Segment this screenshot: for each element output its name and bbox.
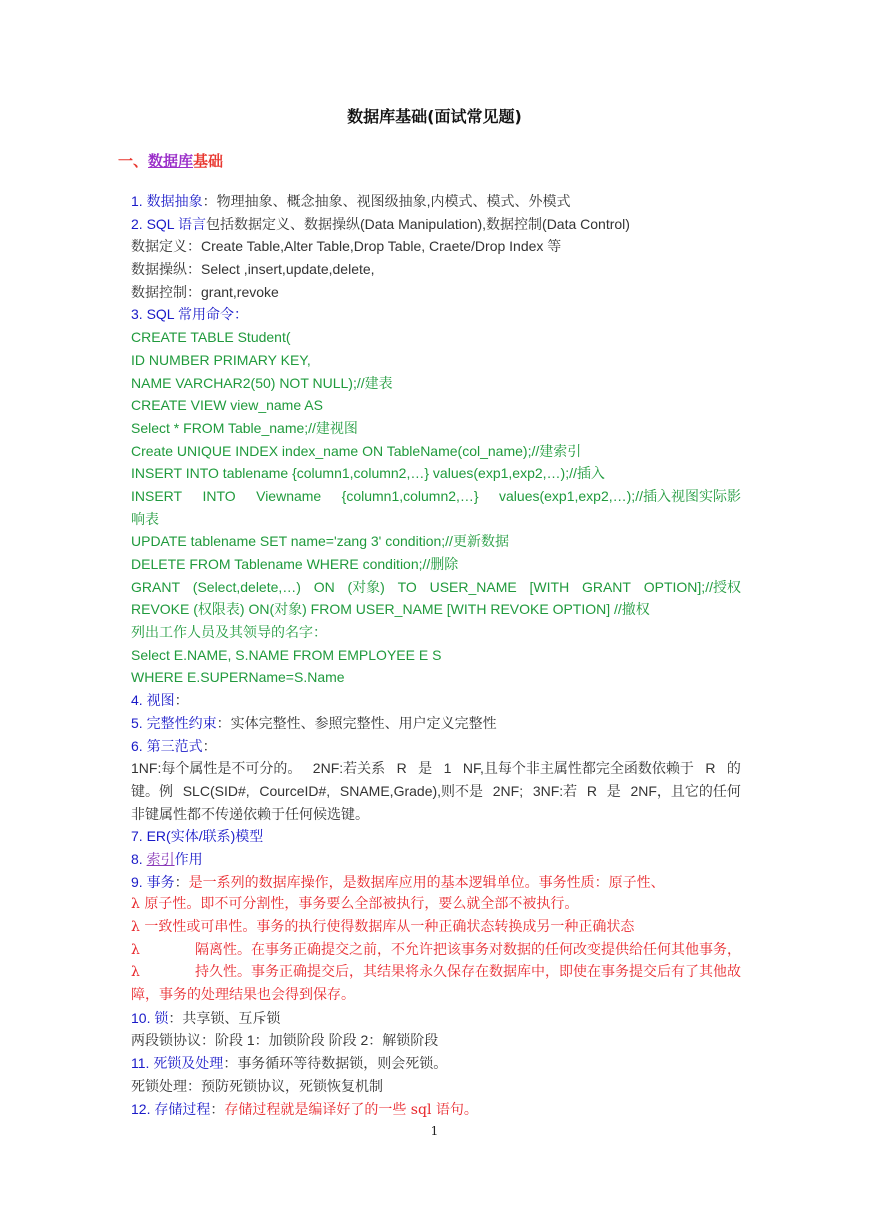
word: (对象)	[347, 578, 385, 595]
code-line: UPDATE tablename SET name='zang 3' condition;//更新数据	[131, 533, 509, 550]
word: ON	[313, 578, 335, 595]
word: 是	[418, 760, 433, 777]
section-heading	[118, 150, 223, 171]
text-line	[131, 1007, 741, 1030]
word: 1NF:每个属性是不可分的。	[131, 760, 302, 777]
item-colon: ：	[174, 874, 189, 891]
text-line	[131, 281, 741, 304]
item-number: 12.	[131, 1100, 155, 1117]
word: 的	[726, 760, 741, 777]
item-heading: SQL 语言	[146, 215, 206, 232]
text-line	[131, 349, 741, 372]
word: 持久性。事务正确提交后，其结果将永久保存在数据库中，即使在事务提交后有了其他故	[195, 964, 741, 981]
word: 隔离性。在事务正确提交之前，不允许把该事务对数据的任何改变提供给任何其他事务，	[195, 941, 741, 958]
word: λ	[131, 964, 140, 981]
code-line: INSERT INTO tablename {column1,column2,…} values(exp1,exp2,…);//插入	[131, 465, 605, 482]
page-title: 数据库基础(面试常见题)	[347, 107, 522, 126]
word: R	[705, 760, 716, 777]
item-heading: 死锁及处理	[153, 1055, 224, 1072]
text-line	[131, 508, 741, 531]
text-line	[131, 689, 741, 712]
text-line	[131, 893, 741, 916]
item-colon: ：	[168, 1010, 183, 1027]
word: 2NF;	[492, 782, 524, 799]
item-number: 2.	[131, 215, 147, 232]
code-line: ID NUMBER PRIMARY KEY,	[131, 351, 311, 368]
item-heading: 数据抽象	[146, 193, 203, 209]
text-line	[131, 372, 741, 395]
text-line	[131, 712, 741, 735]
text-line	[131, 235, 741, 258]
item-heading: ER(实体/联系)模型	[146, 828, 264, 845]
red-text: λ 一致性或可串性。事务的执行使得数据库从一种正确状态转换成另一种正确状态	[131, 919, 635, 935]
red-text: λ 原子性。即不可分割性，事务要么全部被执行，要么就全部不被执行。	[131, 896, 579, 913]
section-prefix: 一、	[118, 152, 149, 170]
code-line: Create UNIQUE INDEX index_name ON TableName(col_name);//建索引	[131, 442, 582, 459]
text-line	[131, 1098, 741, 1121]
text-line	[131, 1052, 741, 1075]
word: GRANT	[131, 578, 180, 595]
red-text: 存储过程就是编译好了的一些 sql 语句。	[224, 1101, 478, 1118]
word: SNAME,Grade),则不是	[339, 782, 484, 799]
word: 3NF:若	[532, 782, 578, 799]
page-number: 1	[430, 1124, 439, 1138]
code-line: NAME VARCHAR2(50) NOT NULL);//建表	[131, 374, 393, 391]
item-heading: 锁	[154, 1009, 169, 1026]
word: [WITH	[529, 578, 570, 595]
section-suffix: 基础	[193, 152, 224, 170]
item-number: 8.	[131, 850, 147, 867]
word: CourceID#,	[259, 782, 331, 799]
item-colon: ：	[202, 194, 217, 210]
item-heading: 事务	[146, 873, 175, 890]
item-text: 事务循环等待数据锁，则会死锁。	[237, 1055, 448, 1072]
item-text: 包括数据定义、数据操纵(Data Manipulation),数据控制(Data Control)	[205, 215, 630, 232]
code-line: Select * FROM Table_name;//建视图	[131, 419, 358, 436]
document-body	[131, 190, 741, 1120]
item-text: 共享锁、互斥锁	[182, 1009, 281, 1026]
text-line	[131, 303, 741, 326]
item-text: 数据定义：Create Table,Alter Table,Drop Table, Craete/Drop Index 等	[131, 238, 562, 255]
text-line	[131, 258, 741, 281]
section-link[interactable]: 数据库	[148, 152, 194, 170]
item-number: 10.	[131, 1009, 155, 1026]
word: OPTION];//授权	[643, 578, 741, 595]
code-line: CREATE VIEW view_name AS	[131, 397, 323, 414]
red-text: 障，事务的处理结果也会得到保存。	[131, 987, 355, 1004]
word: {column1,column2,…}	[341, 487, 479, 504]
item-number: 7.	[131, 828, 147, 845]
text-line	[131, 485, 741, 508]
text-line	[131, 803, 741, 826]
code-line: 响表	[131, 510, 159, 527]
item-colon: ：	[202, 738, 217, 755]
text-line	[131, 757, 741, 780]
text-line	[131, 644, 741, 667]
item-colon: ：	[216, 715, 231, 732]
item-text: 数据操纵：Select ,insert,update,delete,	[131, 261, 375, 278]
red-text: 是一系列的数据库操作，是数据库应用的基本逻辑单位。事务性质：原子性、	[188, 874, 665, 891]
item-text: 实体完整性、参照完整性、用户定义完整性	[230, 714, 497, 731]
text-line	[131, 394, 741, 417]
code-line: REVOKE (权限表) ON(对象) FROM USER_NAME [WITH REVOKE OPTION] //撤权	[131, 601, 650, 618]
word: USER_NAME	[429, 578, 517, 595]
item-colon: ：	[210, 1101, 225, 1118]
word: 1	[443, 760, 452, 777]
item-heading: 视图	[146, 692, 175, 709]
item-heading: SQL 常用命令：	[146, 306, 248, 323]
word: NF,且每个非主属性都完全函数依赖于	[462, 760, 694, 777]
text-line	[131, 825, 741, 848]
word: values(exp1,exp2,…);//插入视图实际影	[499, 487, 741, 504]
item-link[interactable]: 索引	[146, 851, 175, 868]
text-line	[131, 984, 741, 1007]
text-line	[131, 871, 741, 894]
word: 2NF，且它的任何	[630, 782, 741, 799]
word: Viewname	[256, 487, 322, 504]
text-line	[131, 462, 741, 485]
text-line	[131, 576, 741, 599]
text-line	[131, 213, 741, 236]
text-line	[131, 939, 741, 962]
item-heading: 第三范式	[146, 737, 203, 754]
code-line: CREATE TABLE Student(	[131, 329, 291, 346]
word: 键。例	[131, 782, 173, 799]
item-heading: 完整性约束	[146, 714, 217, 731]
word: 2NF:若关系	[312, 760, 386, 777]
text-line	[131, 1029, 741, 1052]
text-line	[131, 530, 741, 553]
item-number: 1.	[131, 193, 147, 209]
text-line	[131, 417, 741, 440]
item-text: 死锁处理：预防死锁协议，死锁恢复机制	[131, 1077, 383, 1094]
word: λ	[131, 941, 140, 958]
text-line	[131, 598, 741, 621]
item-text: 两段锁协议：阶段 1：加锁阶段 阶段 2：解锁阶段	[131, 1032, 439, 1049]
code-line: Select E.NAME, S.NAME FROM EMPLOYEE E S	[131, 646, 442, 663]
text-line	[131, 440, 741, 463]
item-number: 11.	[131, 1055, 154, 1072]
item-heading: 作用	[174, 850, 203, 867]
word: GRANT	[581, 578, 631, 595]
word: INSERT	[131, 487, 183, 504]
text-line	[131, 666, 741, 689]
item-text: 非键属性都不传递依赖于任何候选键。	[131, 805, 369, 822]
item-text: 物理抽象、概念抽象、视图级抽象,内模式、模式、外模式	[216, 193, 571, 209]
text-line	[131, 553, 741, 576]
text-line	[131, 1075, 741, 1098]
text-line	[131, 848, 741, 871]
word: SLC(SID#,	[182, 782, 250, 799]
code-line: DELETE FROM Tablename WHERE condition;//删除	[131, 556, 459, 572]
word: TO	[397, 578, 417, 595]
text-line	[131, 916, 741, 939]
word: INTO	[202, 487, 236, 504]
item-number: 6.	[131, 737, 147, 754]
code-line: WHERE E.SUPERName=S.Name	[131, 669, 345, 686]
text-line	[131, 326, 741, 349]
item-number: 3.	[131, 306, 147, 323]
word: R	[586, 782, 597, 799]
item-heading: 存储过程	[154, 1100, 211, 1117]
text-line	[131, 780, 741, 803]
text-line	[131, 961, 741, 984]
word: 是	[606, 782, 621, 799]
item-colon: ：	[174, 693, 189, 710]
item-number: 4.	[131, 692, 147, 709]
text-line	[131, 621, 741, 644]
word: R	[396, 760, 407, 777]
code-line: 列出工作人员及其领导的名字：	[131, 624, 327, 641]
text-line	[131, 735, 741, 758]
text-line	[131, 190, 741, 213]
word: (Select,delete,…)	[192, 578, 301, 595]
item-colon: ：	[223, 1056, 238, 1073]
item-text: 数据控制：grant,revoke	[131, 283, 279, 300]
item-number: 5.	[131, 714, 147, 731]
item-number: 9.	[131, 873, 147, 890]
